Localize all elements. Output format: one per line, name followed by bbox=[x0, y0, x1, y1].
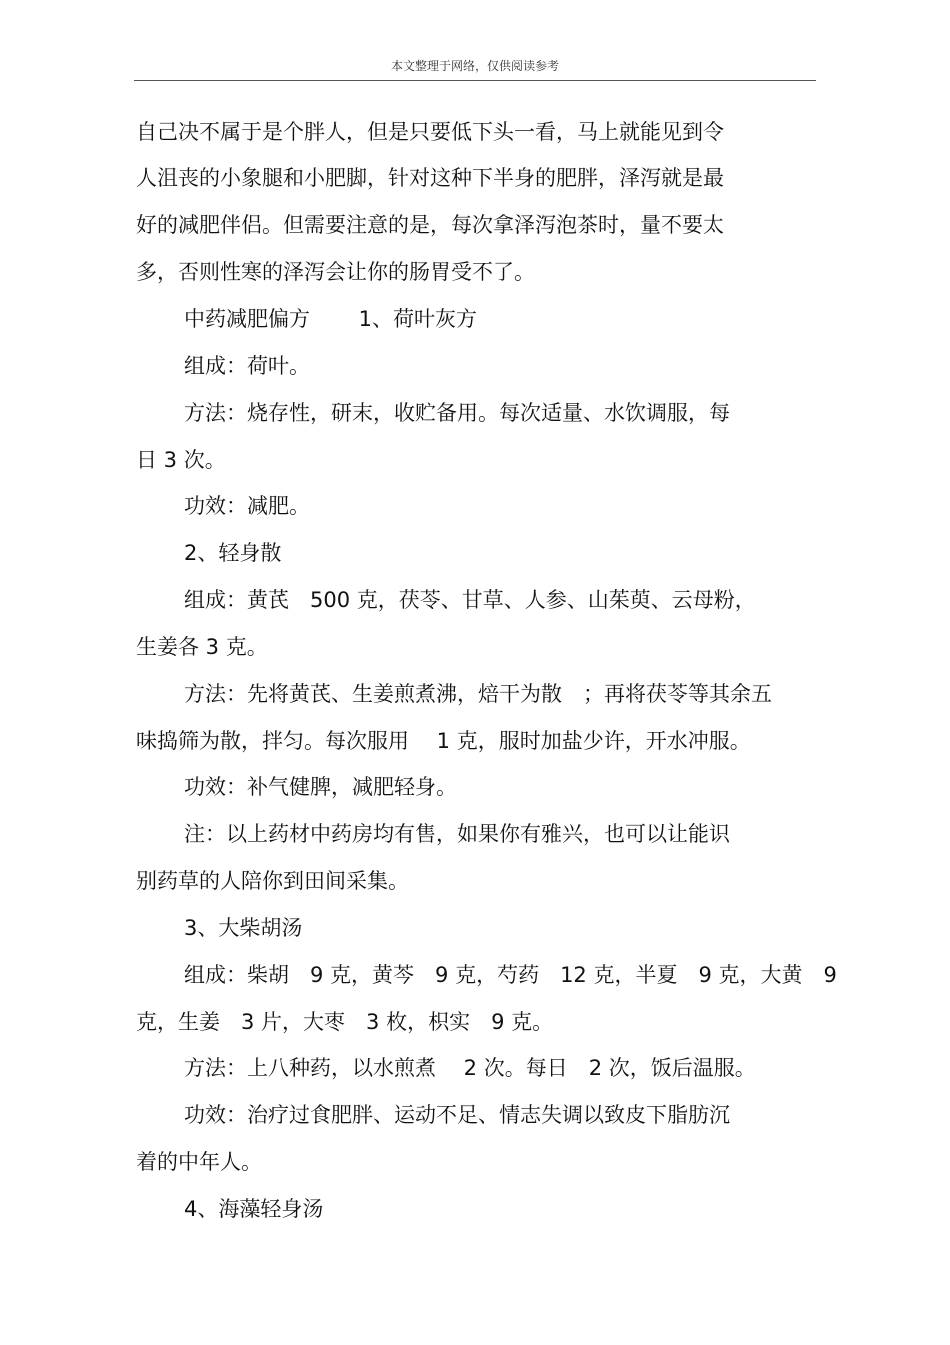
text-line: 方法：先将黄芪、生姜煎煮沸，焙干为散 ；再将茯苓等其余五 bbox=[184, 682, 772, 706]
text-line: 自己决不属于是个胖人，但是只要低下头一看，马上就能见到令 bbox=[136, 120, 724, 144]
text-line: 中药减肥偏方 1、荷叶灰方 bbox=[184, 307, 478, 331]
text-line: 组成：黄芪 500 克，茯苓、甘草、人参、山茱萸、云母粉， bbox=[184, 588, 756, 612]
text-line: 味捣筛为散，拌匀。每次服用 1 克，服时加盐少许，开水冲服。 bbox=[136, 729, 751, 753]
text-line: 3、大柴胡汤 bbox=[184, 916, 303, 940]
text-line: 注：以上药材中药房均有售，如果你有雅兴，也可以让能识 bbox=[184, 822, 730, 846]
text-line: 方法：上八种药，以水煎煮 2 次。每日 2 次，饭后温服。 bbox=[184, 1056, 756, 1080]
text-line: 日 3 次。 bbox=[136, 448, 226, 472]
text-line: 方法：烧存性，研末，收贮备用。每次适量、水饮调服，每 bbox=[184, 401, 730, 425]
text-line: 生姜各 3 克。 bbox=[136, 635, 268, 659]
text-line: 功效：减肥。 bbox=[184, 494, 310, 518]
text-line: 多，否则性寒的泽泻会让你的肠胃受不了。 bbox=[136, 260, 535, 284]
text-line: 着的中年人。 bbox=[136, 1150, 262, 1174]
text-line: 人沮丧的小象腿和小肥脚，针对这种下半身的肥胖，泽泻就是最 bbox=[136, 166, 724, 190]
text-line: 2、轻身散 bbox=[184, 541, 282, 565]
header-text: 本文整理于网络，仅供阅读参考 bbox=[390, 59, 559, 73]
text-line: 功效：补气健脾，减肥轻身。 bbox=[184, 775, 457, 799]
text-line: 克，生姜 3 片，大枣 3 枚，枳实 9 克。 bbox=[136, 1010, 554, 1034]
text-line: 别药草的人陪你到田间采集。 bbox=[136, 869, 409, 893]
text-line: 4、海藻轻身汤 bbox=[184, 1197, 324, 1221]
text-line: 组成：柴胡 9 克，黄芩 9 克，芍药 12 克，半夏 9 克，大黄 9 bbox=[184, 963, 837, 987]
text-line: 好的减肥伴侣。但需要注意的是，每次拿泽泻泡茶时，量不要太 bbox=[136, 213, 724, 237]
text-line: 组成：荷叶。 bbox=[184, 354, 310, 378]
text-line: 功效：治疗过食肥胖、运动不足、情志失调以致皮下脂肪沉 bbox=[184, 1103, 730, 1127]
header-rule bbox=[134, 80, 816, 81]
